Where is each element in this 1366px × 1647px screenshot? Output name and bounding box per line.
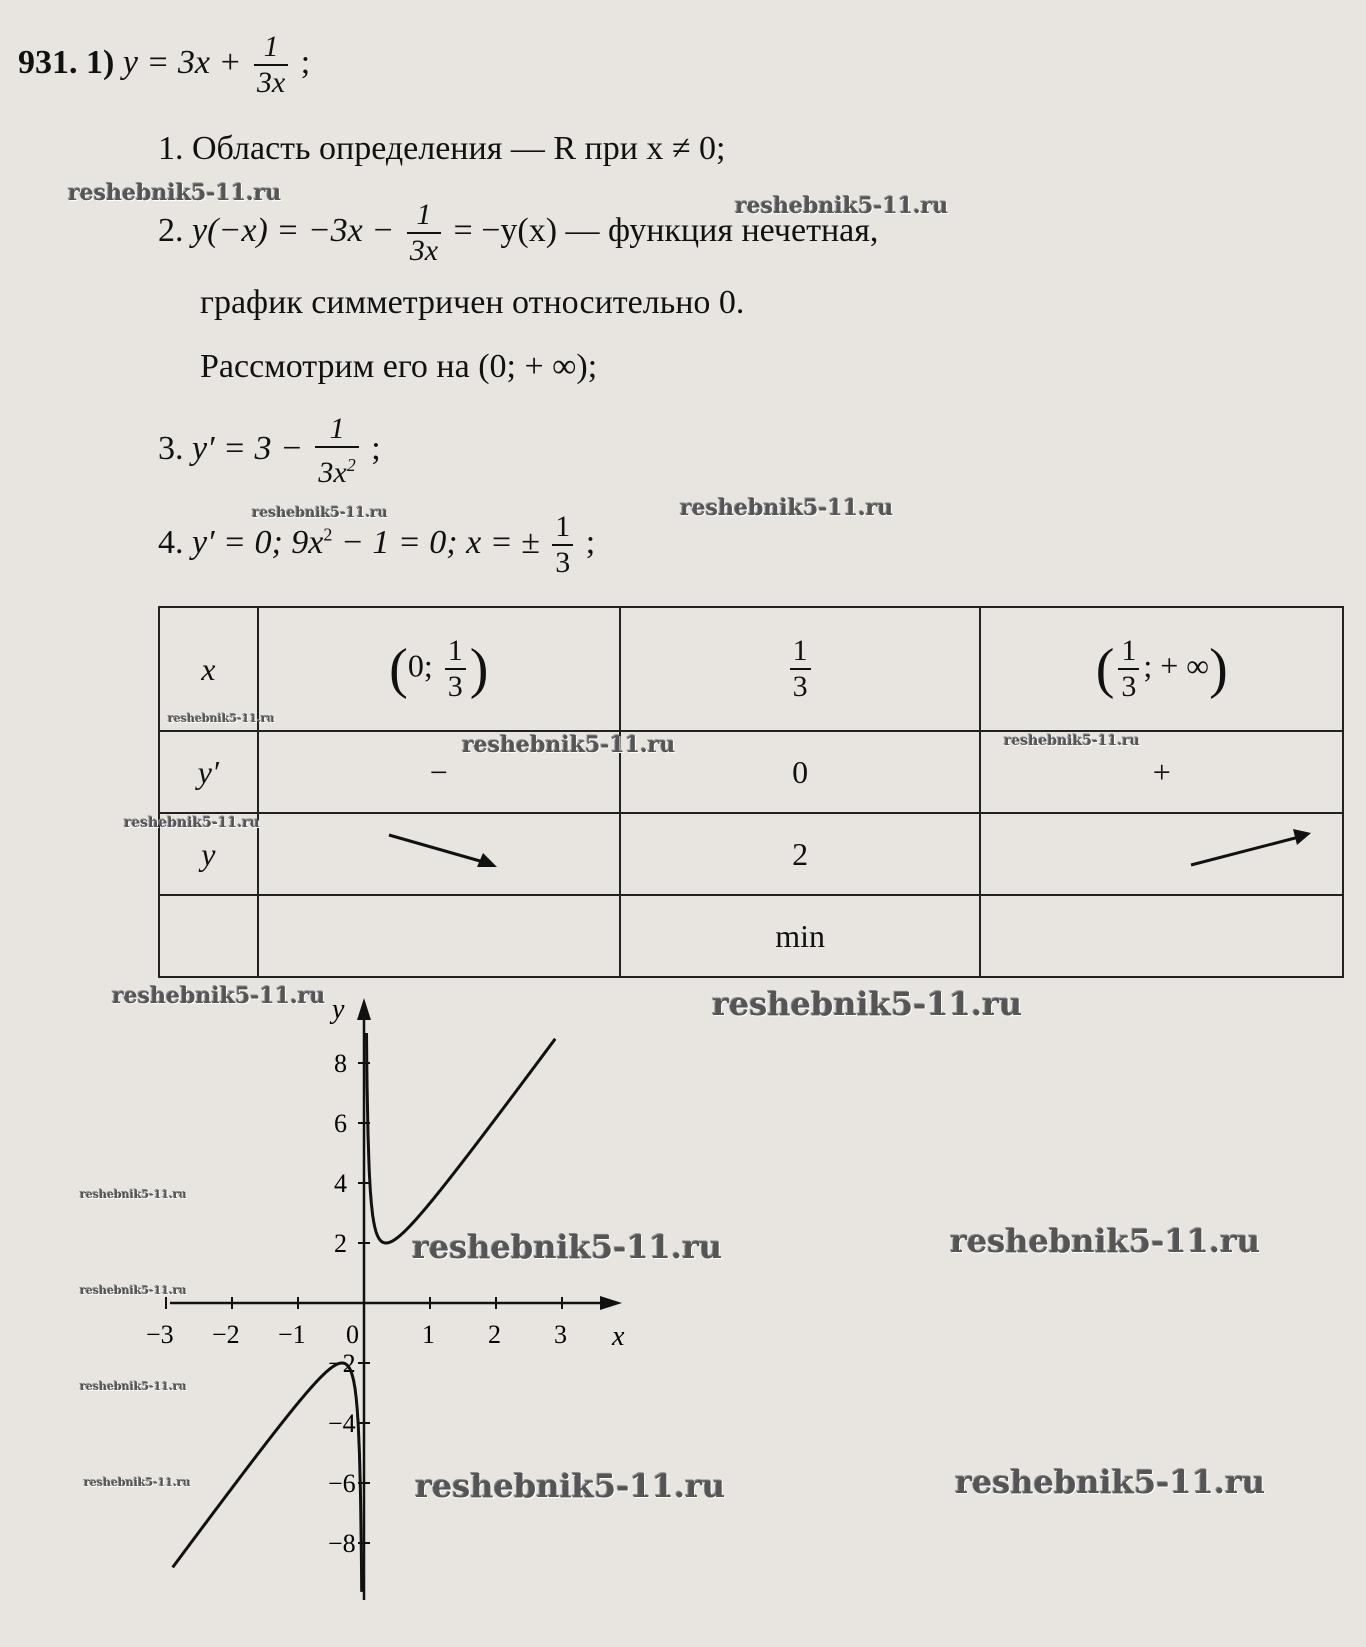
row-x-cell-3 — [980, 607, 1343, 731]
row-x-c1-num: 1 — [447, 634, 463, 667]
row-ext-cell-3 — [980, 895, 1343, 977]
variation-table — [158, 606, 1344, 978]
watermark: reshebnik5-11.ru — [462, 732, 676, 758]
arrow-down-right-icon — [369, 825, 509, 875]
table-row-y — [159, 813, 1343, 895]
curve-branch-positive — [367, 1033, 556, 1243]
table-row-ext — [159, 895, 1343, 977]
function-fraction-den: 3x — [254, 64, 288, 100]
watermark: reshebnik5-11.ru — [80, 1188, 187, 1201]
paren-right: ) — [1209, 638, 1228, 700]
watermark: reshebnik5-11.ru — [124, 815, 260, 831]
paren-right: ) — [469, 638, 489, 700]
problem-part: 1) — [86, 43, 115, 81]
problem-number: 931. — [18, 43, 78, 81]
step-1: 1. Область определения — R при x ≠ 0; — [158, 130, 726, 167]
function-fraction-num: 1 — [263, 30, 279, 63]
step-3-den-exp: 2 — [346, 455, 356, 475]
step-3-fraction-den — [315, 446, 358, 490]
row-ext-cell-2: min — [620, 895, 981, 977]
row-y-label: y — [159, 813, 258, 895]
watermark: reshebnik5-11.ru — [1004, 733, 1140, 749]
row-ext-cell-1 — [258, 895, 620, 977]
x-tick-label: −1 — [278, 1320, 306, 1349]
watermark: reshebnik5-11.ru — [955, 1463, 1266, 1501]
row-y-cell-1 — [258, 813, 620, 895]
row-x-c3-right: ; + ∞ — [1143, 647, 1210, 684]
y-tick-label: 2 — [334, 1229, 347, 1258]
watermark: reshebnik5-11.ru — [168, 712, 275, 725]
step-4-fraction — [552, 510, 573, 580]
graph-root — [146, 994, 625, 1600]
row-ext-label — [159, 895, 258, 977]
paren-left: ( — [389, 638, 408, 700]
step-2-prefix: 2. — [158, 211, 184, 249]
watermark: reshebnik5-11.ru — [712, 985, 1023, 1023]
row-x-c1-left: 0; — [407, 647, 433, 684]
x-tick-label: 3 — [554, 1320, 567, 1349]
row-x-cell-2 — [620, 607, 981, 731]
step-4-end: ; — [585, 523, 596, 561]
step-4-fraction-den: 3 — [552, 544, 573, 580]
table-row-dy — [159, 731, 1343, 813]
y-tick-label: −8 — [328, 1529, 356, 1558]
watermark: reshebnik5-11.ru — [80, 1380, 187, 1393]
row-x-c3-den: 3 — [1118, 668, 1139, 704]
y-axis-arrow-icon — [357, 998, 371, 1020]
step-4-text: y′ = 0; 9x — [192, 523, 324, 561]
step-4-fraction-num: 1 — [555, 510, 571, 543]
y-tick-label: −2 — [328, 1349, 356, 1378]
x-tick-label: 1 — [422, 1320, 435, 1349]
row-x-label: x — [159, 607, 258, 731]
watermark: reshebnik5-11.ru — [735, 193, 949, 219]
step-3-end: ; — [371, 429, 381, 467]
row-x-c1-fraction — [445, 634, 466, 704]
row-dy-cell-2: 0 — [620, 731, 981, 813]
watermark: reshebnik5-11.ru — [950, 1222, 1261, 1260]
y-tick-label: −6 — [328, 1469, 356, 1498]
table-row-x — [159, 607, 1343, 731]
step-3-lhs: y′ = 3 − — [192, 429, 303, 467]
y-tick-label: −4 — [328, 1409, 356, 1438]
step-4-exp: 2 — [323, 524, 333, 545]
paren-left: ( — [1095, 638, 1115, 700]
arrow-up-right-icon — [1181, 825, 1321, 875]
row-y-cell-2: 2 — [620, 813, 981, 895]
row-x-c3-fraction — [1118, 634, 1139, 704]
watermark: reshebnik5-11.ru — [415, 1467, 726, 1505]
row-x-cell-1 — [258, 607, 620, 731]
step-2-lhs: y(−x) = −3x − — [192, 211, 395, 249]
function-fraction — [254, 30, 288, 100]
x-tick-label: 2 — [488, 1320, 501, 1349]
row-dy-label: y′ — [159, 731, 258, 813]
watermark: reshebnik5-11.ru — [84, 1476, 191, 1489]
row-x-c2-fraction — [790, 634, 811, 704]
row-dy-cell-3: + — [980, 731, 1343, 813]
watermark: reshebnik5-11.ru — [68, 180, 282, 206]
step-3-prefix: 3. — [158, 429, 184, 467]
step-3-fraction — [315, 412, 358, 490]
step-2-line-2: график симметричен относительно 0. — [200, 284, 745, 321]
watermark: reshebnik5-11.ru — [80, 1284, 187, 1297]
row-y-cell-3 — [980, 813, 1343, 895]
row-x-c1-den: 3 — [445, 668, 466, 704]
row-x-c3-num: 1 — [1121, 634, 1137, 667]
y-axis-label: y — [332, 994, 345, 1025]
row-dy-cell-1: − — [258, 731, 620, 813]
step-2-fraction — [407, 198, 441, 268]
y-tick-label: 6 — [334, 1109, 347, 1138]
watermark: reshebnik5-11.ru — [680, 495, 894, 521]
step-4-prefix: 4. — [158, 523, 184, 561]
row-x-c2-num: 1 — [792, 634, 808, 667]
function-end: ; — [300, 43, 311, 81]
step-2-line-3: Рассмотрим его на (0; + ∞); — [200, 348, 598, 385]
step-3-fraction-num: 1 — [329, 412, 345, 445]
x-axis-label: x — [612, 1321, 625, 1352]
watermark: reshebnik5-11.ru — [252, 505, 388, 521]
watermark: reshebnik5-11.ru — [412, 1228, 723, 1266]
step-2-fraction-num: 1 — [416, 198, 432, 231]
problem-heading — [18, 30, 310, 100]
x-tick-label: 0 — [346, 1320, 359, 1349]
watermark: reshebnik5-11.ru — [112, 983, 326, 1009]
row-x-c2-den: 3 — [790, 668, 811, 704]
x-tick-label: −3 — [146, 1320, 174, 1349]
step-4-text-2: − 1 = 0; x = ± — [332, 523, 540, 561]
x-tick-label: −2 — [212, 1320, 240, 1349]
x-axis-arrow-icon — [600, 1296, 622, 1310]
step-3 — [158, 412, 381, 490]
step-3-den-base: 3x — [318, 456, 347, 489]
function-lhs: y = 3x + — [122, 43, 242, 81]
step-2-rhs: = −y(x) — функция нечетная, — [453, 211, 879, 249]
y-tick-label: 4 — [334, 1169, 347, 1198]
function-graph — [0, 990, 700, 1610]
y-tick-label: 8 — [334, 1049, 347, 1078]
step-2-fraction-den: 3x — [407, 232, 441, 268]
